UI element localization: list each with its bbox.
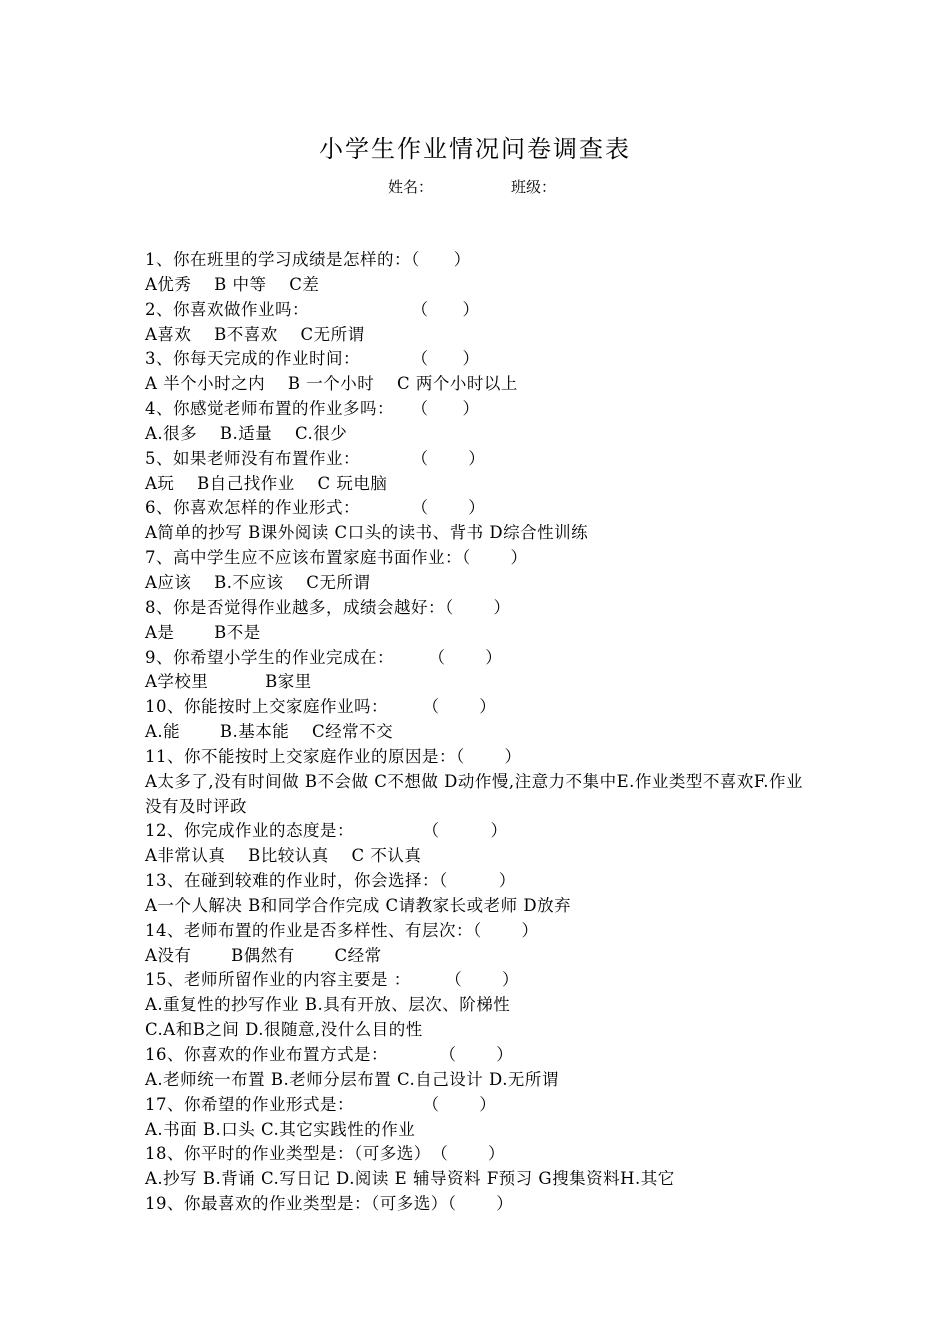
question-19: 19、你最喜欢的作业类型是：（可多选）（ ） [145,1194,514,1214]
question-12-options: A非常认真 B比较认真 C 不认真 [145,846,422,866]
question-13: 13、在碰到较难的作业时，你会选择：（ ） [145,871,516,891]
question-15: 15、老师所留作业的内容主要是 ： （ ） [145,970,519,990]
question-15-options-a: A.重复性的抄写作业 B.具有开放、层次、阶梯性 [145,995,511,1015]
question-5-options: A玩 B自己找作业 C 玩电脑 [145,473,388,493]
question-17-options: A.书面 B.口头 C.其它实践性的作业 [145,1119,416,1139]
question-18: 18、你平时的作业类型是：（可多选） （ ） [145,1144,505,1164]
question-14-options: A没有 B偶然有 C经常 [145,945,382,965]
question-13-options: A一个人解决 B和同学合作完成 C请教家长或老师 D放弃 [145,895,572,915]
question-3-options: A 半个小时之内 B 一个小时 C 两个小时以上 [145,374,518,394]
question-6: 6、你喜欢怎样的作业形式： （ ） [145,498,486,518]
page-title: 小学生作业情况问卷调查表 [319,135,631,163]
question-7: 7、高中学生应不应该布置家庭书面作业：（ ） [145,548,528,568]
questionnaire-body [145,248,815,1217]
name-field-label: 姓名： [388,178,434,196]
question-12: 12、你完成作业的态度是： （ ） [145,821,508,841]
question-16-options: A.老师统一布置 B.老师分层布置 C.自己设计 D.无所谓 [145,1069,559,1089]
question-11-options: A太多了,没有时间做 B不会做 C不想做 D动作慢,注意力不集中E.作业类型不喜欢F.作业没有及时评政 [145,771,804,816]
question-8: 8、你是否觉得作业越多，成绩会越好：（ ） [145,597,511,617]
question-9-options: A学校里 B家里 [145,672,312,692]
question-8-options: A是 B不是 [145,622,261,642]
question-10-options: A.能 B.基本能 C经常不交 [145,722,394,742]
question-18-options: A.抄写 B.背诵 C.写日记 D.阅读 E 辅导资料 F预习 G搜集资料H.其它 [145,1169,675,1189]
question-1-options: A优秀 B 中等 C差 [145,274,320,294]
question-16: 16、你喜欢的作业布置方式是： （ ） [145,1045,514,1064]
question-10: 10、你能按时上交家庭作业吗： （ ） [145,697,497,717]
question-2-options: A喜欢 B不喜欢 C无所谓 [145,324,365,344]
question-3: 3、你每天完成的作业时间： （ ） [145,349,480,369]
question-6-options: A简单的抄写 B课外阅读 C口头的读书、背书 D综合性训练 [145,523,589,543]
question-1: 1、你在班里的学习成绩是怎样的：（ ） [145,250,471,269]
question-15-options-b: C.A和B之间 D.很随意,没什么目的性 [145,1020,423,1040]
question-9: 9、你希望小学生的作业完成在： （ ） [145,647,503,667]
question-14: 14、老师布置的作业是否多样性、有层次：（ ） [145,920,539,940]
question-11: 11、你不能按时上交家庭作业的原因是：（ ） [145,746,522,766]
question-7-options: A应该 B.不应该 C无所谓 [145,572,371,592]
question-4-options: A.很多 B.适量 C.很少 [145,423,348,443]
question-5: 5、如果老师没有布置作业： （ ） [145,448,486,468]
question-4: 4、你感觉老师布置的作业多吗： （ ） [145,399,480,419]
question-17: 17、你希望的作业形式是： （ ） [145,1094,497,1114]
class-field-label: 班级： [511,178,557,196]
question-2: 2、你喜欢做作业吗： （ ） [145,299,480,319]
